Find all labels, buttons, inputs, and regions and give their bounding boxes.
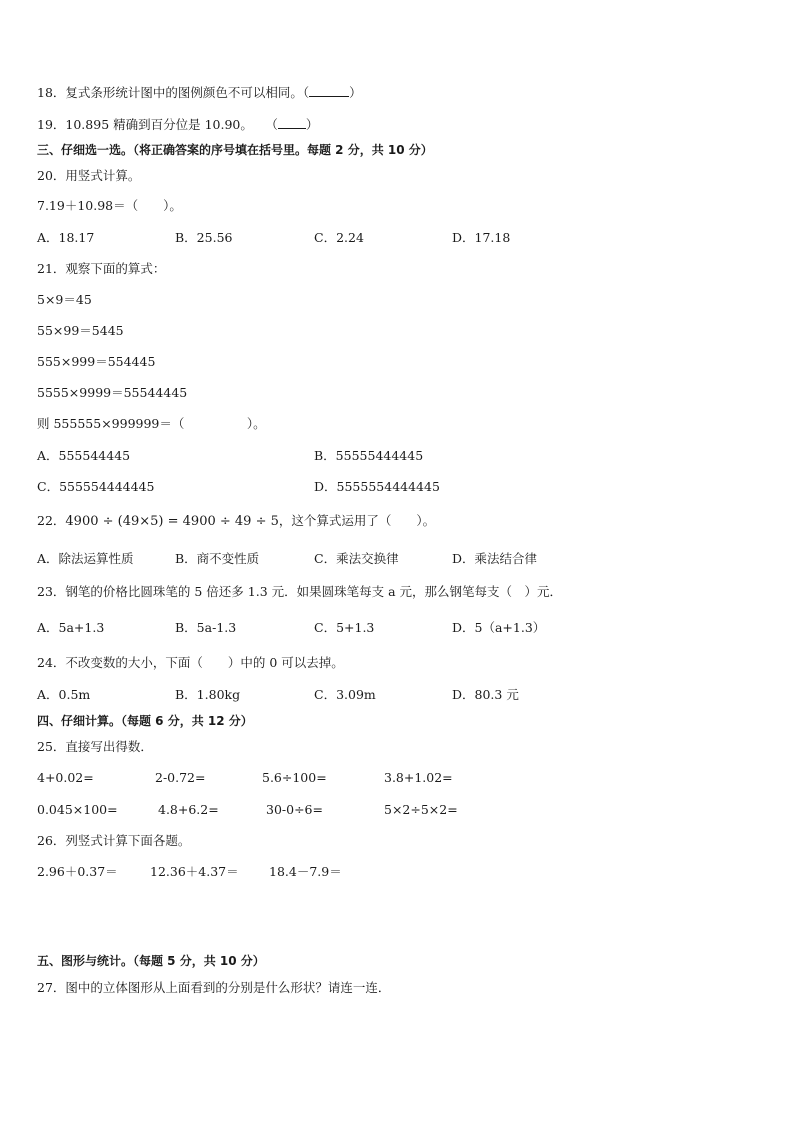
answer-blank-18[interactable]: [309, 84, 349, 97]
question-24-text: 24．不改变数的大小，下面（ ）中的 0 可以去掉。: [37, 655, 344, 670]
q25-item-5: 0.045×100=: [37, 802, 118, 817]
q22-option-a[interactable]: A．除法运算性质: [37, 551, 134, 566]
q21-option-d[interactable]: D．5555554444445: [314, 479, 440, 494]
q26-item-2: 12.36＋4.37＝: [150, 864, 239, 879]
question-20-expr: 7.19＋10.98＝（ ）。: [37, 198, 182, 213]
q20-option-c[interactable]: C．2.24: [314, 230, 364, 245]
q24-option-c[interactable]: C．3.09m: [314, 687, 376, 702]
question-22-number: 22．: [37, 513, 66, 528]
q22-option-d[interactable]: D．乘法结合律: [452, 551, 538, 566]
question-25-text: 25．直接写出得数．: [37, 739, 153, 754]
q26-item-3: 18.4－7.9＝: [269, 864, 342, 879]
q21-line-1: 5×9＝45: [37, 292, 92, 307]
section-3-title: 三、仔细选一选。（将正确答案的序号填在括号里。每题 2 分，共 10 分）: [37, 143, 433, 157]
q23-option-b[interactable]: B．5a-1.3: [175, 620, 237, 635]
q25-item-8: 5×2÷5×2=: [384, 802, 458, 817]
question-22-formula: 4900 ÷ (49×5) = 4900 ÷ 49 ÷ 5: [65, 514, 279, 529]
q21-line-2: 55×99＝5445: [37, 323, 124, 338]
question-18-text: 18．复式条形统计图中的图例颜色不可以相同。（: [37, 85, 310, 100]
q26-item-1: 2.96＋0.37＝: [37, 864, 118, 879]
q20-option-d[interactable]: D．17.18: [452, 230, 511, 245]
q24-option-a[interactable]: A．0.5m: [37, 687, 91, 702]
q20-option-a[interactable]: A．18.17: [37, 230, 95, 245]
question-19-text: 19．10.895 精确到百分位是 10.90。 （: [37, 117, 278, 132]
q21-option-a[interactable]: A．555544445: [37, 448, 131, 463]
q23-option-c[interactable]: C．5+1.3: [314, 620, 375, 635]
q23-option-a[interactable]: A．5a+1.3: [37, 620, 105, 635]
q23-option-d[interactable]: D．5（a+1.3）: [452, 620, 546, 635]
q22-option-b[interactable]: B．商不变性质: [175, 551, 260, 566]
section-4-title: 四、仔细计算。（每题 6 分，共 12 分）: [37, 714, 253, 728]
question-18-close: ）: [349, 85, 362, 100]
q24-option-d[interactable]: D．80.3 元: [452, 687, 519, 702]
q24-option-b[interactable]: B．1.80kg: [175, 687, 241, 702]
question-26-text: 26．列竖式计算下面各题。: [37, 833, 191, 848]
section-5-title: 五、图形与统计。（每题 5 分，共 10 分）: [37, 954, 265, 968]
question-22-text: ，这个算式运用了（ ）。: [278, 513, 436, 528]
question-19: [37, 116, 318, 133]
q21-line-4: 5555×9999＝55544445: [37, 385, 188, 400]
question-21-text: 21．观察下面的算式：: [37, 261, 166, 276]
q25-item-2: 2-0.72=: [155, 770, 206, 785]
q25-item-4: 3.8+1.02=: [384, 770, 453, 785]
q25-item-3: 5.6÷100=: [262, 770, 327, 785]
question-22: [37, 513, 435, 530]
answer-blank-19[interactable]: [278, 116, 306, 129]
q25-item-7: 30-0÷6=: [266, 802, 323, 817]
question-18: [37, 84, 362, 101]
q20-option-b[interactable]: B．25.56: [175, 230, 233, 245]
question-23-text: 23．钢笔的价格比圆珠笔的 5 倍还多 1.3 元．如果圆珠笔每支 a 元，那么钢笔每支（ ）元．: [37, 584, 563, 599]
question-27-text: 27．图中的立体图形从上面看到的分别是什么形状？请连一连．: [37, 980, 391, 995]
q21-option-c[interactable]: C．555554444445: [37, 479, 155, 494]
question-21-ask: 则 555555×999999＝（ ）。: [37, 416, 266, 431]
q25-item-1: 4+0.02=: [37, 770, 94, 785]
q21-option-b[interactable]: B．55555444445: [314, 448, 424, 463]
question-19-close: ）: [305, 117, 319, 132]
question-20-text: 20．用竖式计算。: [37, 168, 141, 183]
q21-line-3: 555×999＝554445: [37, 354, 156, 369]
q22-option-c[interactable]: C．乘法交换律: [314, 551, 399, 566]
q25-item-6: 4.8+6.2=: [158, 802, 219, 817]
